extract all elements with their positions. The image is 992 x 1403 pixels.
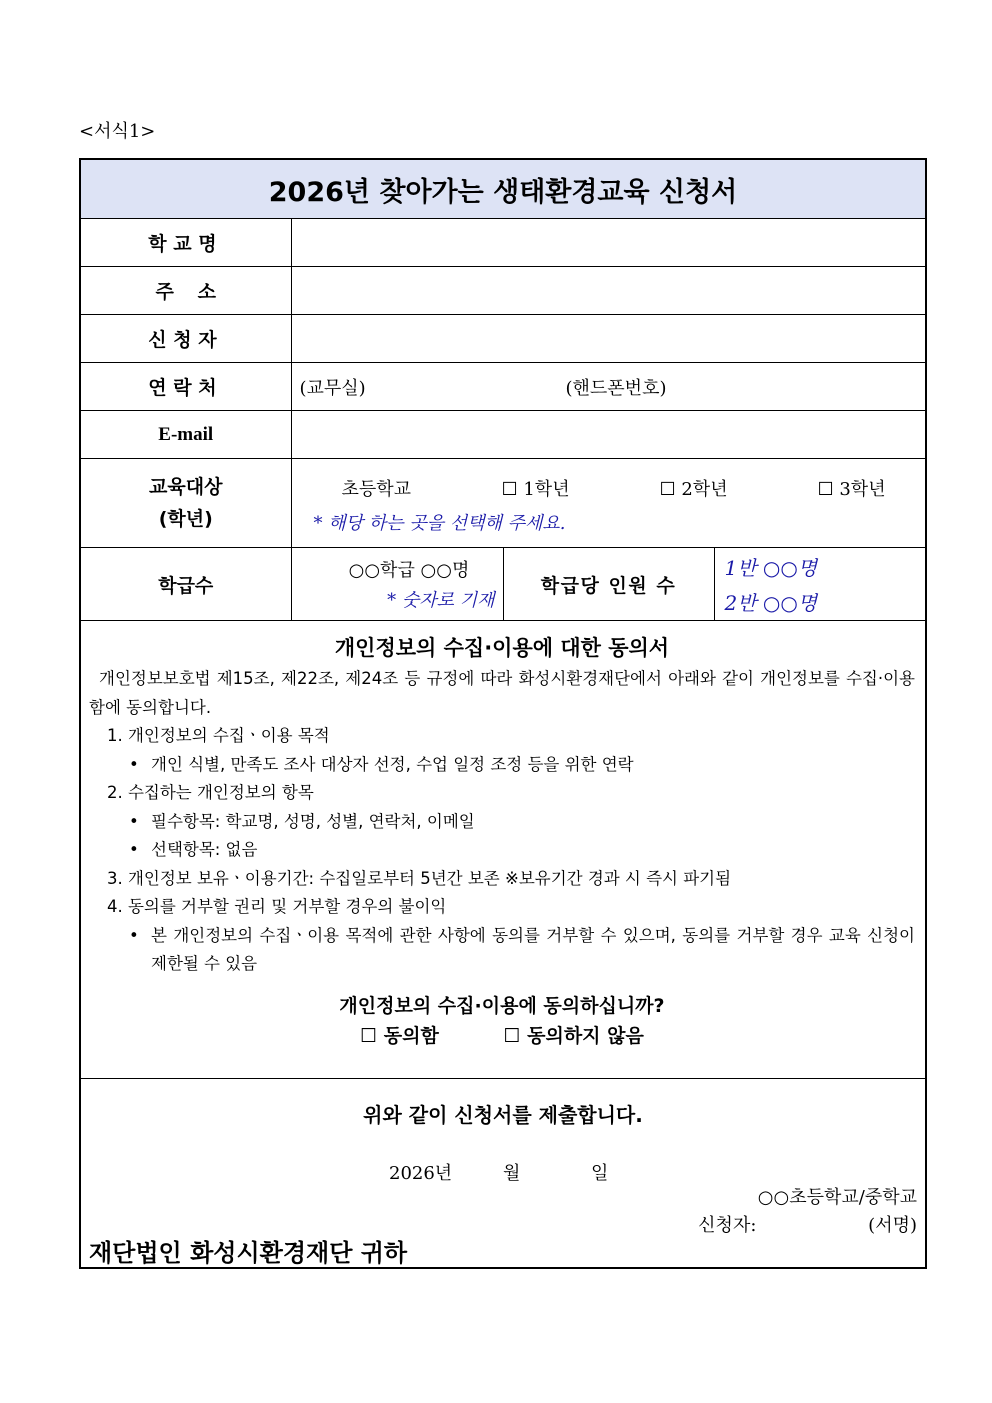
privacy-item-2-sub-1-text: 필수항목: 학교명, 성명, 성별, 연락처, 이메일 [151,811,475,831]
signature-field[interactable]: (서명) [868,1215,917,1236]
bullet: • [129,925,139,945]
privacy-item-2-sub-1 [89,808,915,837]
school-name-label: 학교명 [80,219,291,267]
school-name-field[interactable] [291,219,926,267]
applicant-field[interactable] [291,315,926,363]
submit-applicant-label: 신청자: [698,1215,757,1236]
contact-mobile: (핸드폰번호) [565,377,667,399]
per-class-line1: 1반 ○○명 [724,556,818,580]
contact-office: (교무실) [299,377,366,399]
address-field[interactable] [291,267,926,315]
submit-date [389,1159,608,1185]
per-class-field[interactable] [714,548,926,621]
disagree-checkbox[interactable]: ☐ 동의하지 않음 [503,1024,644,1047]
grade-1-checkbox[interactable]: ☐ 1학년 [501,479,570,500]
grade-2-checkbox[interactable]: ☐ 2학년 [659,479,728,500]
bullet: • [129,754,139,774]
consent-question: 개인정보의 수집·이용에 동의하십니까? [339,994,665,1017]
target-label [80,459,291,548]
classes-value: ○○학급 ○○명 [348,560,470,581]
privacy-item-4: 4. 동의를 거부할 권리 및 거부할 경우의 불이익 [107,897,447,916]
submission-section [80,1079,926,1269]
privacy-consent-section [80,621,926,1079]
contact-field[interactable] [291,363,926,411]
form-title: 2026년 찾아가는 생태환경교육 신청서 [80,159,926,219]
submit-signature-line [698,1211,917,1237]
application-form-table [79,158,927,1269]
submit-school: ○○초등학교/중학교 [757,1187,917,1208]
privacy-item-3: 3. 개인정보 보유ㆍ이용기간: 수집일로부터 5년간 보존 ※보유기간 경과 시 즉시 파기됨 [107,868,732,888]
target-label-line2: (학년) [158,508,213,530]
bullet: • [129,811,139,831]
privacy-intro: 개인정보보호법 제15조, 제22조, 제24조 등 규정에 따라 화성시환경재단에서 아래와 같이 개인정보를 수집·이용함에 동의합니다. [89,669,915,717]
contact-label: 연락처 [80,363,291,411]
per-class-line2: 2반 ○○명 [724,591,818,615]
applicant-label: 신청자 [80,315,291,363]
submit-month[interactable]: 월 [503,1163,521,1184]
classes-field[interactable] [291,548,503,621]
privacy-item-2-sub-2 [89,836,915,865]
privacy-heading: 개인정보의 수집·이용에 대한 동의서 [334,636,670,660]
target-field [291,459,926,548]
form-number-label: <서식1> [79,121,156,142]
submit-day[interactable]: 일 [591,1163,609,1184]
submit-statement: 위와 같이 신청서를 제출합니다. [363,1103,643,1127]
privacy-item-2: 2. 수집하는 개인정보의 항목 [107,783,314,802]
privacy-item-1-sub-text: 개인 식별, 만족도 조사 대상자 선정, 수업 일정 조정 등을 위한 연락 [151,754,634,774]
email-label: E-mail [80,411,291,459]
grade-options [302,475,926,501]
privacy-item-2-sub-2-text: 선택항목: 없음 [151,840,258,859]
address-label [80,267,291,315]
target-label-line1: 교육대상 [149,476,223,498]
school-type: 초등학교 [341,479,412,500]
email-field[interactable] [291,411,926,459]
submit-year: 2026년 [389,1163,453,1184]
consent-choices [89,1021,915,1051]
classes-note: * 숫자로 기재 [387,590,495,611]
agree-checkbox[interactable]: ☐ 동의함 [360,1024,439,1047]
privacy-item-4-sub-text: 본 개인정보의 수집ㆍ이용 목적에 관한 사항에 동의를 거부할 수 있으며, 동의를 거부할 경우 교육 신청이 제한될 수 있음 [151,925,915,973]
address-label-text: 주 소 [155,281,216,303]
privacy-item-1-sub [89,751,915,780]
target-note: * 해당 하는 곳을 선택해 주세요. [313,513,566,534]
privacy-item-1: 1. 개인정보의 수집ㆍ이용 목적 [107,726,330,745]
per-class-label: 학급당 인원 수 [503,548,714,621]
privacy-item-4-sub [89,922,915,979]
bullet: • [129,840,139,859]
classes-label: 학급수 [80,548,291,621]
grade-3-checkbox[interactable]: ☐ 3학년 [817,479,886,500]
recipient: 재단법인 화성시환경재단 귀하 [89,1239,408,1267]
